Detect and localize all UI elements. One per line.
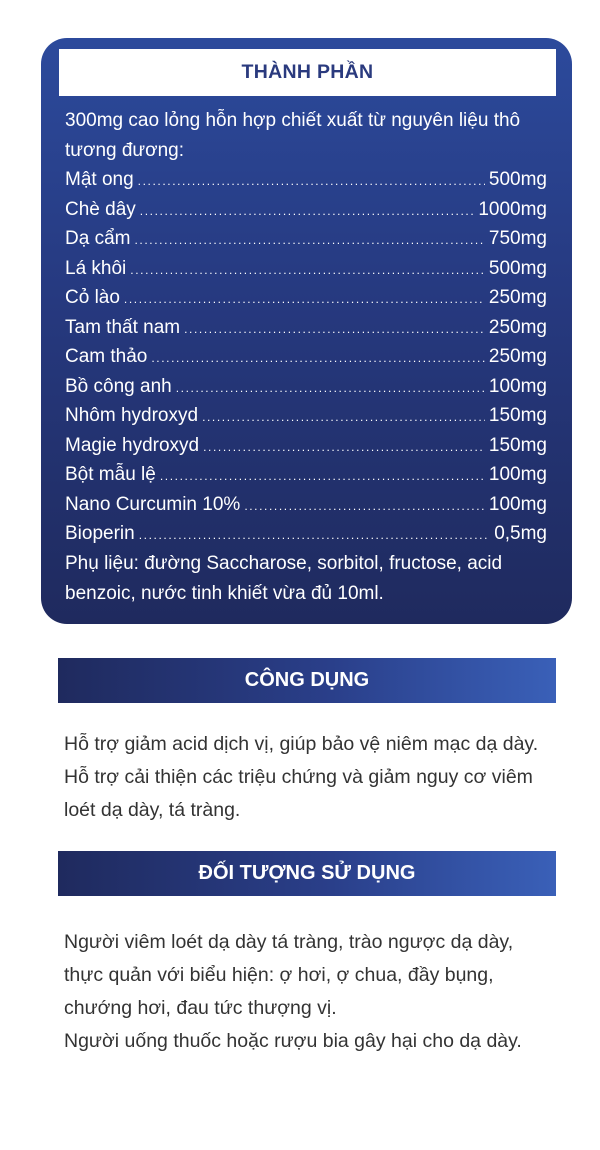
- ingredients-title: THÀNH PHẦN: [59, 49, 556, 96]
- dot-leader: [130, 256, 485, 286]
- target-text: [64, 926, 554, 1058]
- uses-title: CÔNG DỤNG: [244, 669, 370, 691]
- uses-banner: [58, 658, 556, 703]
- ingredient-amount: 0,5mg: [494, 523, 547, 544]
- ingredient-name: Mật ong: [65, 169, 134, 190]
- ingredient-amount: 750mg: [488, 228, 547, 249]
- ingredient-name: Dạ cẩm: [65, 228, 131, 249]
- ingredient-row: [65, 401, 547, 431]
- ingredient-name: Lá khôi: [65, 257, 127, 279]
- ingredient-row: [65, 342, 547, 372]
- ingredient-amount: 1000mg: [478, 198, 547, 220]
- ingredient-amount: 500mg: [488, 257, 547, 279]
- ingredient-amount: 100mg: [488, 464, 547, 485]
- ingredient-amount: 100mg: [488, 493, 547, 515]
- ingredient-row: [65, 431, 547, 461]
- ingredient-name: Bột mẫu lệ: [65, 464, 156, 485]
- ingredient-amount: 250mg: [488, 316, 547, 338]
- ingredient-name: Tam thất nam: [65, 316, 181, 338]
- ingredient-row: [65, 313, 547, 343]
- target-title: ĐỐI TƯỢNG SỬ DỤNG: [198, 862, 416, 884]
- ingredient-name: Magie hydroxyd: [65, 434, 200, 456]
- ingredient-row: [65, 519, 547, 549]
- dot-leader: [124, 285, 485, 315]
- dot-leader: [138, 167, 485, 197]
- excipients-text: Phụ liệu: đường Saccharose, sorbitol, fructose, acid benzoic, nước tinh khiết vừa đủ 10ml.: [65, 553, 503, 604]
- ingredient-row: [65, 254, 547, 284]
- dot-leader: [160, 462, 485, 492]
- ingredient-amount: 150mg: [488, 434, 547, 456]
- ingredient-name: Cỏ lào: [65, 287, 120, 308]
- ingredient-row: [65, 372, 547, 402]
- ingredient-row: [65, 490, 547, 520]
- dot-leader: [134, 226, 484, 256]
- ingredient-name: Nhôm hydroxyd: [65, 405, 199, 426]
- dot-leader: [176, 374, 485, 404]
- ingredient-amount: 150mg: [488, 405, 547, 426]
- ingredient-name: Cam thảo: [65, 346, 148, 367]
- dot-leader: [203, 433, 485, 463]
- ingredients-card: [41, 38, 572, 624]
- ingredient-row: [65, 165, 547, 195]
- ingredient-row: [65, 195, 547, 225]
- ingredient-row: [65, 460, 547, 490]
- target-paragraph: Người uống thuốc hoặc rượu bia gây hại cho dạ dày.: [64, 1030, 522, 1052]
- ingredient-amount: 250mg: [488, 287, 547, 308]
- target-paragraph: Người viêm loét dạ dày tá tràng, trào ngược dạ dày, thực quản với biểu hiện: ợ hơi, ợ chua, đầy bụng, chướng hơi, đau tức thượng vị.: [64, 931, 514, 1019]
- ingredient-amount: 100mg: [488, 375, 547, 397]
- ingredient-name: Bioperin: [65, 523, 135, 544]
- ingredient-amount: 250mg: [488, 346, 547, 367]
- ingredients-intro: 300mg cao lỏng hỗn hợp chiết xuất từ nguyên liệu thô tương đương:: [65, 110, 521, 161]
- dot-leader: [184, 315, 485, 345]
- ingredient-name: Bồ công anh: [65, 375, 172, 397]
- uses-text: Hỗ trợ giảm acid dịch vị, giúp bảo vệ niêm mạc dạ dày. Hỗ trợ cải thiện các triệu chứng và giảm nguy cơ viêm loét dạ dày, tá tràng.: [64, 733, 539, 821]
- dot-leader: [140, 197, 475, 227]
- target-banner: [58, 851, 556, 896]
- dot-leader: [139, 521, 490, 551]
- ingredient-row: [65, 283, 547, 313]
- ingredient-name: Nano Curcumin 10%: [65, 493, 241, 515]
- dot-leader: [202, 403, 485, 433]
- dot-leader: [151, 344, 485, 374]
- ingredient-amount: 500mg: [488, 169, 547, 190]
- ingredient-row: [65, 224, 547, 254]
- ingredients-list: [65, 165, 547, 549]
- ingredient-name: Chè dây: [65, 198, 136, 220]
- dot-leader: [244, 492, 485, 522]
